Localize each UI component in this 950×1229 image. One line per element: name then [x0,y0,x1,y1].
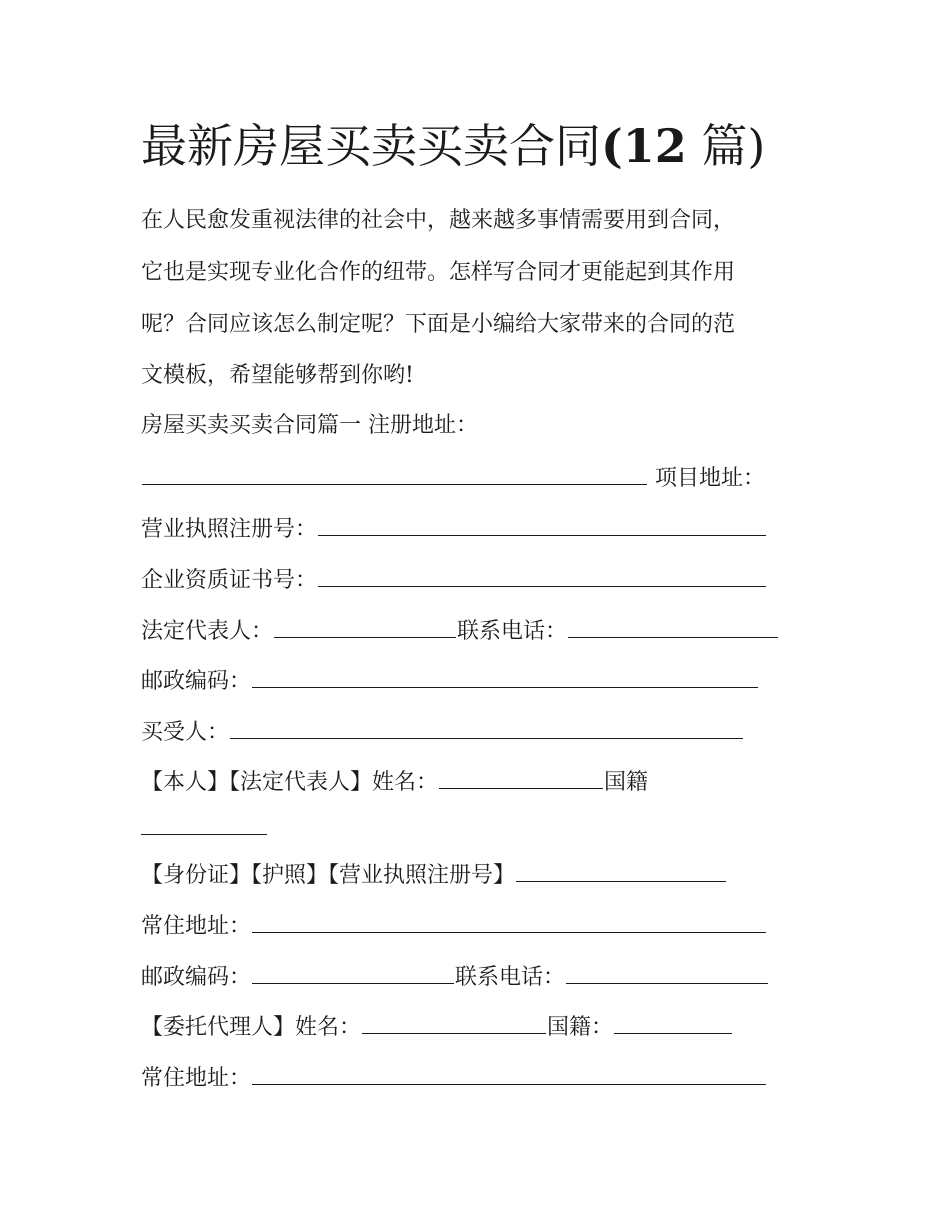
residence-row-1 [141,910,767,942]
qualification-number-label: 企业资质证书号： [141,568,318,593]
title-prefix: 最新房屋买卖买卖合同 [141,119,601,173]
phone-blank-2 [566,961,768,984]
buyer-row [141,716,744,748]
document-title [141,116,765,176]
intro-line-3: 呢？合同应该怎么制定呢？下面是小编给大家带来的合同的范 [141,312,736,337]
intro-line-2: 它也是实现专业化合作的纽带。怎样写合同才更能起到其作用 [141,260,736,285]
legal-rep-label: 法定代表人： [141,619,274,644]
postal-code-row-1 [141,665,759,697]
intro-line-4: 文模板，希望能够帮到你哟! [141,363,414,388]
residence-label-1: 常住地址： [141,914,252,939]
title-suffix: 篇) [701,119,766,173]
license-number-row [141,513,767,545]
id-label: 【身份证】【护照】【营业执照注册号】 [141,863,516,888]
phone-label-2: 联系电话： [455,965,566,990]
title-count: (12 [601,119,687,173]
id-row [141,859,727,891]
residence-blank-2 [252,1062,766,1085]
phone-blank-1 [568,615,778,638]
registered-address-row [141,462,765,494]
buyer-label: 买受人： [141,720,230,745]
section-heading: 房屋买卖买卖合同篇一 注册地址： [141,413,478,438]
person-name-row [141,766,648,798]
nationality-blank-row [141,812,268,844]
qualification-number-row [141,564,767,596]
nationality-blank-1 [141,812,267,835]
nationality-blank-2 [614,1011,732,1034]
project-address-label: 项目地址： [655,466,766,491]
postal-code-label-2: 邮政编码： [141,965,252,990]
nationality-label-2: 国籍： [547,1015,614,1040]
legal-rep-row [141,615,779,647]
intro-line-1: 在人民愈发重视法律的社会中，越来越多事情需要用到合同， [141,208,736,233]
qualification-number-blank [318,564,766,587]
residence-label-2: 常住地址： [141,1066,252,1091]
agent-name-label: 【委托代理人】姓名： [141,1015,362,1040]
person-name-blank [439,766,603,789]
postal-code-blank-2 [252,961,454,984]
postal-phone-row [141,961,769,993]
legal-rep-blank [274,615,456,638]
buyer-blank [230,716,743,739]
residence-blank-1 [252,910,766,933]
nationality-label-1: 国籍 [604,770,649,795]
license-number-blank [318,513,766,536]
license-number-label: 营业执照注册号： [141,517,318,542]
registered-address-blank [142,462,647,485]
person-name-label: 【本人】【法定代表人】姓名： [141,770,439,795]
agent-row [141,1011,733,1043]
agent-name-blank [362,1011,546,1034]
id-blank [516,859,726,882]
residence-row-2 [141,1062,767,1094]
phone-label-1: 联系电话： [457,619,568,644]
postal-code-blank-1 [252,665,758,688]
postal-code-label-1: 邮政编码： [141,669,252,694]
